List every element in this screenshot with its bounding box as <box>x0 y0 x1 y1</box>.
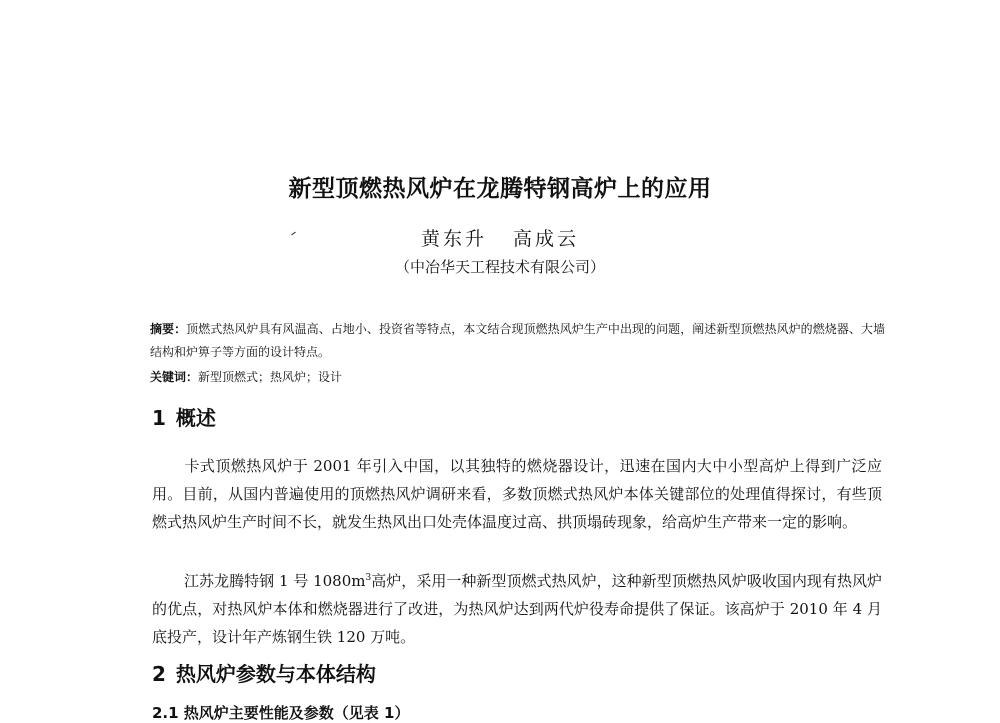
author-list <box>0 224 1000 251</box>
section-heading <box>152 402 216 431</box>
paper-title: 新型顶燃热风炉在龙腾特钢高炉上的应用 <box>288 176 712 202</box>
author-name: 高成云 <box>513 228 580 250</box>
abstract <box>150 318 885 364</box>
affiliation: （中冶华天工程技术有限公司） <box>394 258 605 276</box>
abstract-label: 摘要： <box>150 322 187 336</box>
author-name: 黄东升 <box>420 228 487 250</box>
paragraph-text: 高炉，采用一种新型顶燃式热风炉，这种新型顶燃热风炉吸收国内现有热风炉的优点，对热风炉本体和燃烧器进行了改进，为热风炉达到两代炉役寿命提供了保证。该高炉于 2010 年 4 月底投产，设计年产炼钢生铁 120 万吨。 <box>152 572 882 646</box>
section-title: 热风炉参数与本体结构 <box>175 662 376 686</box>
section-heading <box>152 658 376 687</box>
paragraph-text: 江苏龙腾特钢 1 号 1080m <box>184 572 366 590</box>
keywords-text: 新型顶燃式；热风炉；设计 <box>198 370 343 384</box>
subsection-heading: 2.1 热风炉主要性能及参数（见表 1） <box>152 704 410 722</box>
paragraph <box>152 564 882 651</box>
paragraph <box>152 452 882 536</box>
keywords-label: 关键词： <box>150 370 199 384</box>
section-number: 2 <box>152 662 166 686</box>
paragraph-text: 卡式顶燃热风炉于 2001 年引入中国，以其独特的燃烧器设计，迅速在国内大中小型高炉上得到广泛应用。目前，从国内普遍使用的顶燃热风炉调研来看，多数顶燃式热风炉本体关键部位的处理值得探讨，有些顶燃式热风炉生产时间不长，就发生热风出口处壳体温度过高、拱顶塌砖现象，给高炉生产带来一定的影响。 <box>152 457 882 531</box>
section-number: 1 <box>152 406 166 430</box>
superscript: 3 <box>365 573 372 583</box>
abstract-text: 顶燃式热风炉具有风温高、占地小、投资省等特点，本文结合现顶燃热风炉生产中出现的问题，阐述新型顶燃热风炉的燃烧器、大墙结构和炉箅子等方面的设计特点。 <box>150 322 885 359</box>
section-title: 概述 <box>175 406 216 430</box>
keywords <box>150 368 342 385</box>
